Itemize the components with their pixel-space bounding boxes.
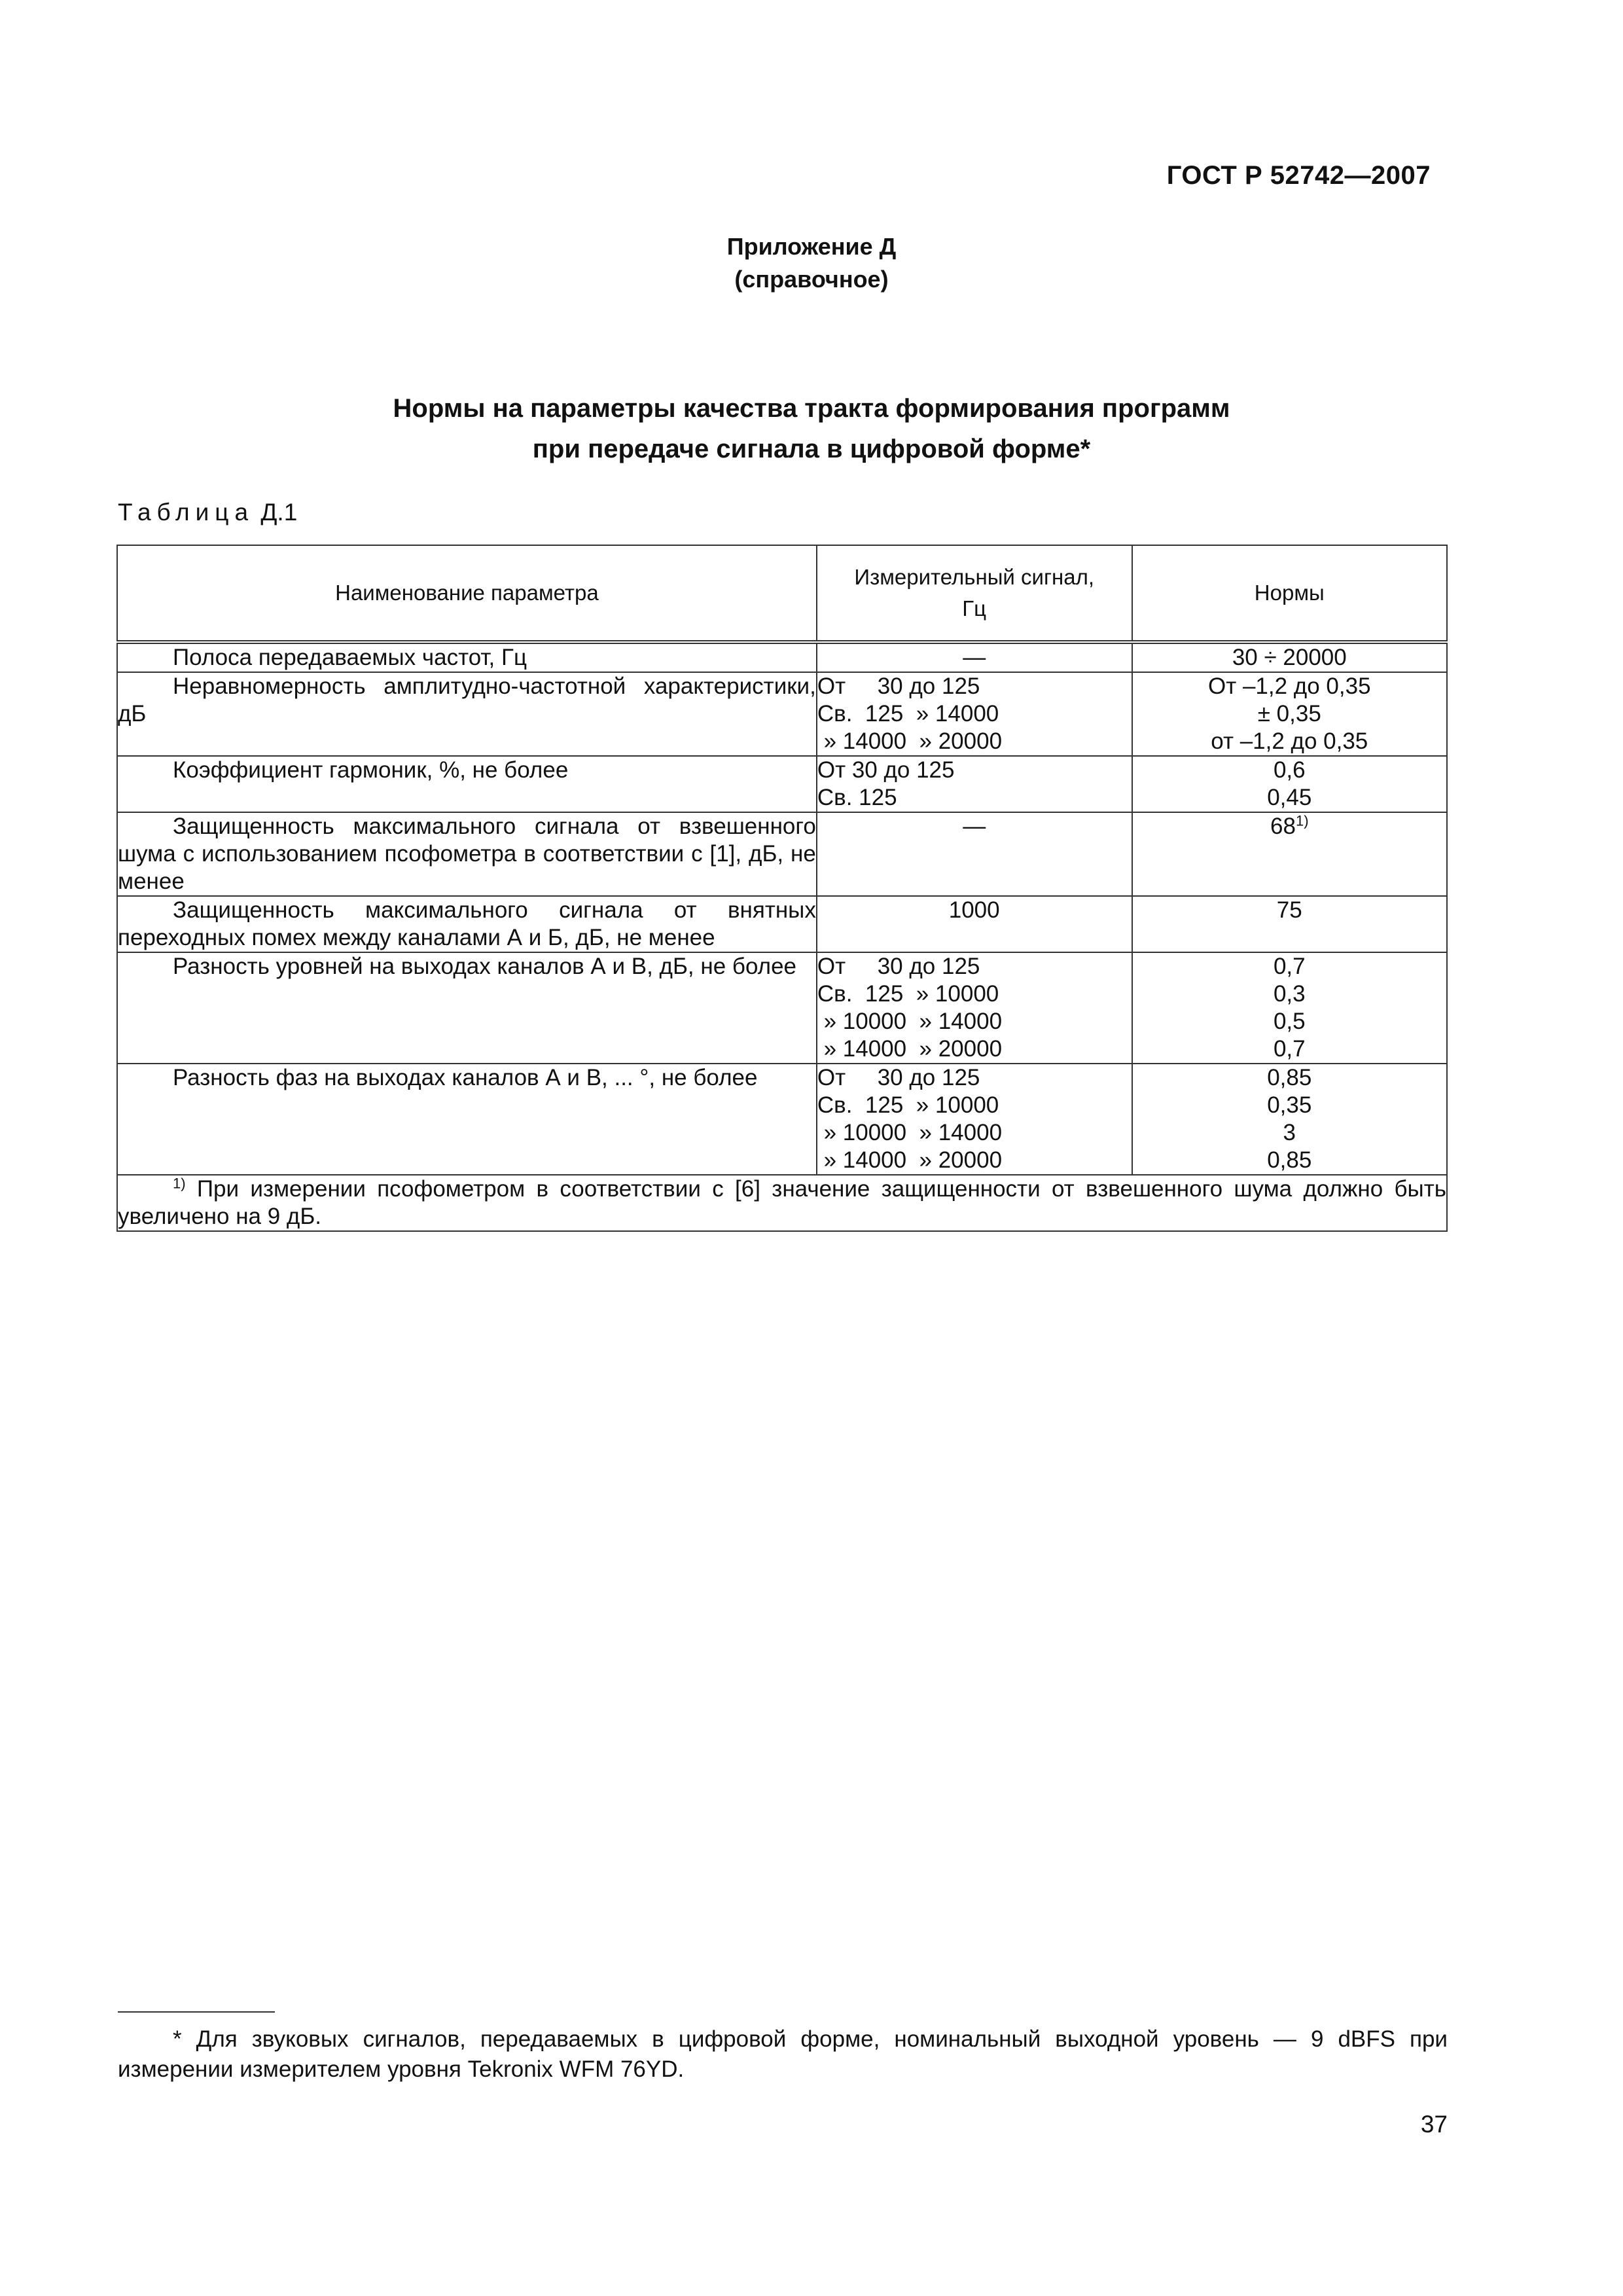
table-note-row bbox=[117, 1175, 1447, 1231]
table-row bbox=[117, 672, 1447, 756]
norm-line: от –1,2 до 0,35 bbox=[1211, 728, 1368, 754]
header-signal-line-1: Измерительный сигнал, bbox=[854, 565, 1095, 589]
signal-cell bbox=[817, 756, 1132, 812]
parameter-text: Разность фаз на выходах каналов А и В, ... °, не более bbox=[173, 1065, 758, 1090]
norm-line: 75 bbox=[1276, 897, 1302, 923]
norm-line: 0,5 bbox=[1273, 1009, 1306, 1034]
header-signal-line-2: Гц bbox=[962, 596, 987, 620]
norm-line: 0,3 bbox=[1273, 981, 1306, 1007]
appendix-type: (справочное) bbox=[734, 266, 889, 293]
norm-line: 0,6 bbox=[1273, 757, 1306, 783]
norm-cell bbox=[1132, 896, 1447, 952]
table-row bbox=[117, 756, 1447, 812]
parameter-cell bbox=[117, 952, 817, 1064]
footnote-text: * Для звуковых сигналов, передаваемых в цифровой форме, номинальный выходной уровень — 9 dBFS при измерении измерителем уровня Tekronix WFM 76YD. bbox=[118, 2026, 1448, 2082]
norm-line: 0,7 bbox=[1273, 1036, 1306, 1062]
signal-line: Св. 125 bbox=[817, 785, 897, 810]
norm-line: 0,35 bbox=[1267, 1092, 1312, 1118]
parameter-text: Полоса передаваемых частот, Гц bbox=[173, 645, 527, 670]
parameter-cell bbox=[117, 812, 817, 896]
table-note-text: При измерении псофометром в соответствии с [6] значение защищенности от взвешенного шума должно быть увеличено на 9 дБ. bbox=[118, 1176, 1446, 1229]
norm-cell bbox=[1132, 672, 1447, 756]
parameter-cell bbox=[117, 672, 817, 756]
parameter-cell bbox=[117, 756, 817, 812]
table-row bbox=[117, 952, 1447, 1064]
parameter-cell bbox=[117, 1064, 817, 1175]
table-caption bbox=[118, 499, 297, 526]
signal-line: От 30 до 125 bbox=[817, 1065, 980, 1090]
section-title-line-2: при передаче сигнала в цифровой форме* bbox=[532, 435, 1091, 463]
signal-cell bbox=[817, 642, 1132, 672]
footnote-reference: 1) bbox=[1295, 812, 1309, 829]
norm-line: ± 0,35 bbox=[1257, 701, 1321, 726]
norm-cell bbox=[1132, 812, 1447, 896]
parameter-text: Защищенность максимального сигнала от взвешенного шума с использованием псофометра в соответствии с [1], дБ, не менее bbox=[118, 814, 816, 894]
table-note-marker: 1) bbox=[173, 1175, 186, 1192]
signal-cell bbox=[817, 952, 1132, 1064]
table-row bbox=[117, 642, 1447, 672]
norm-cell bbox=[1132, 642, 1447, 672]
parameter-cell bbox=[117, 896, 817, 952]
header-measurement-signal bbox=[817, 545, 1132, 642]
parameter-text: Коэффициент гармоник, %, не более bbox=[173, 757, 569, 783]
table-header-row bbox=[117, 545, 1447, 642]
signal-line: » 10000 » 14000 bbox=[817, 1120, 1003, 1145]
norm-line: 0,7 bbox=[1273, 954, 1306, 979]
table-note bbox=[117, 1175, 1447, 1231]
parameter-text: Разность уровней на выходах каналов А и В, дБ, не более bbox=[173, 954, 796, 979]
signal-cell bbox=[817, 812, 1132, 896]
signal-line: — bbox=[963, 814, 986, 839]
norm-cell bbox=[1132, 756, 1447, 812]
signal-cell bbox=[817, 896, 1132, 952]
norm-line: От –1,2 до 0,35 bbox=[1207, 673, 1371, 699]
signal-line: Св. 125 » 14000 bbox=[817, 701, 999, 726]
norm-line: 0,45 bbox=[1267, 785, 1312, 810]
parameter-text: Защищенность максимального сигнала от внятных переходных помех между каналами А и Б, дБ, не менее bbox=[118, 897, 816, 950]
appendix-heading bbox=[0, 230, 1623, 296]
appendix-label: Приложение Д bbox=[726, 233, 897, 260]
parameter-text: Неравномерность амплитудно-частотной характеристики, дБ bbox=[118, 673, 816, 726]
parameter-cell bbox=[117, 642, 817, 672]
header-parameter-name: Наименование параметра bbox=[117, 545, 817, 642]
page-footnote bbox=[118, 2024, 1448, 2085]
norm-line: 30 ÷ 20000 bbox=[1232, 645, 1347, 670]
signal-line: » 14000 » 20000 bbox=[817, 1147, 1003, 1173]
signal-line: 1000 bbox=[948, 897, 1000, 923]
document-standard-number: ГОСТ Р 52742—2007 bbox=[1166, 161, 1431, 190]
table-caption-number: Д.1 bbox=[260, 499, 298, 526]
norm-cell bbox=[1132, 952, 1447, 1064]
signal-line: Св. 125 » 10000 bbox=[817, 981, 999, 1007]
table-caption-word: Таблица bbox=[118, 499, 255, 526]
table-row bbox=[117, 1064, 1447, 1175]
footnote-separator bbox=[118, 2011, 275, 2013]
signal-line: » 14000 » 20000 bbox=[817, 1036, 1003, 1062]
signal-cell bbox=[817, 1064, 1132, 1175]
signal-cell bbox=[817, 672, 1132, 756]
signal-line: » 10000 » 14000 bbox=[817, 1009, 1003, 1034]
signal-line: От 30 до 125 bbox=[817, 673, 980, 699]
signal-line: От 30 до 125 bbox=[817, 954, 980, 979]
norm-line: 0,85 bbox=[1267, 1065, 1312, 1090]
signal-line: От 30 до 125 bbox=[817, 757, 955, 783]
section-title bbox=[0, 388, 1623, 469]
section-title-line-1: Нормы на параметры качества тракта формирования программ bbox=[393, 394, 1230, 423]
signal-line: » 14000 » 20000 bbox=[817, 728, 1003, 754]
norm-line: 3 bbox=[1283, 1120, 1296, 1145]
table-row bbox=[117, 896, 1447, 952]
parameters-table bbox=[116, 545, 1448, 1232]
norm-cell bbox=[1132, 1064, 1447, 1175]
norm-line bbox=[1133, 813, 1446, 840]
signal-line: Св. 125 » 10000 bbox=[817, 1092, 999, 1118]
header-norms: Нормы bbox=[1132, 545, 1447, 642]
page-number: 37 bbox=[1420, 2111, 1448, 2138]
table-row bbox=[117, 812, 1447, 896]
signal-line: — bbox=[963, 645, 986, 670]
norm-line: 0,85 bbox=[1267, 1147, 1312, 1173]
norm-value: 68 bbox=[1270, 814, 1296, 839]
